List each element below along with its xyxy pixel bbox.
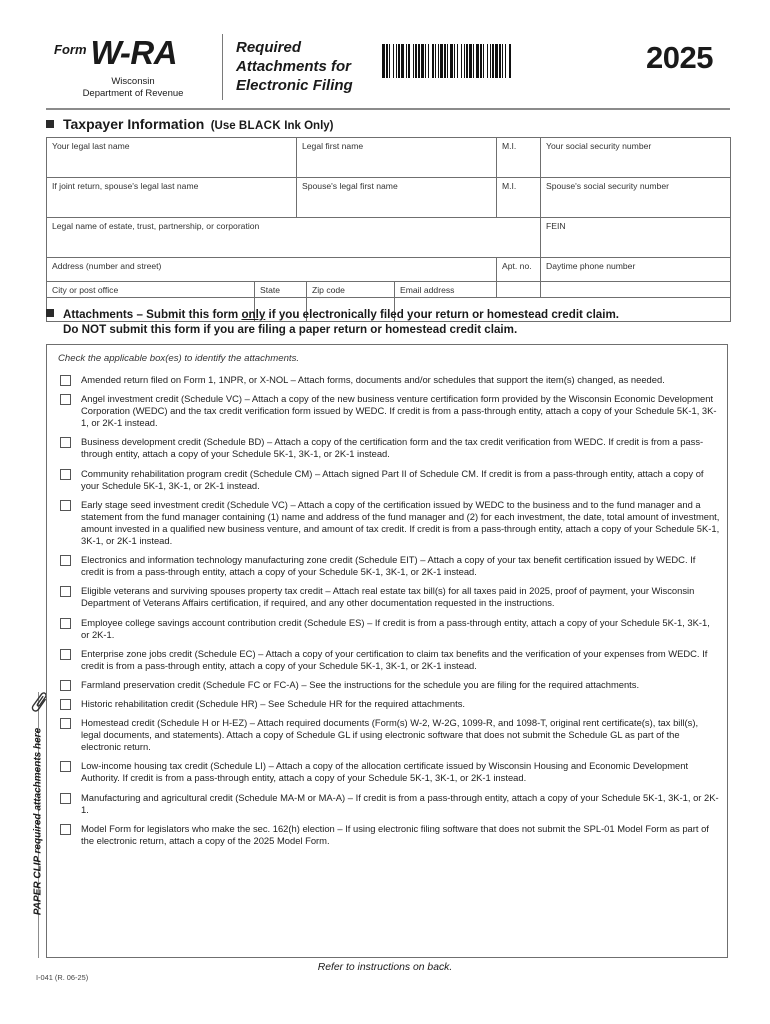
checkbox[interactable] <box>60 680 71 691</box>
field-legal-first-name[interactable]: Legal first name <box>297 138 497 178</box>
agency-line-1: Wisconsin <box>111 76 155 87</box>
tax-year: 2025 <box>646 40 713 75</box>
checklist-item[interactable] <box>60 436 720 460</box>
checklist-item[interactable] <box>60 585 720 609</box>
checklist-item[interactable] <box>60 499 720 547</box>
checkbox[interactable] <box>60 555 71 566</box>
checkbox[interactable] <box>60 375 71 386</box>
form-identity <box>46 34 220 100</box>
form-title-line <box>46 34 220 72</box>
checklist-item-label: Model Form for legislators who make the sec. 162(h) election – If using electronic filing software that does not submit the SPL-01 Model Form as part of the electronic return, attach a copy of the 2025 Model Form. <box>81 822 709 846</box>
header-rule <box>46 108 730 110</box>
header-divider <box>222 34 223 100</box>
form-title-line-3: Electronic Filing <box>236 77 353 94</box>
footer-form-code: I-041 (R. 06-25) <box>36 973 89 982</box>
square-bullet-icon <box>46 120 54 128</box>
checklist-item[interactable] <box>60 554 720 578</box>
checkbox[interactable] <box>60 793 71 804</box>
form-title-line-1: Required <box>236 39 302 56</box>
checklist-item-label: Community rehabilitation program credit (Schedule CM) – Attach signed Part II of Schedule CM. If credit is from a pass-through entity, attach a copy of your Schedule 5K-1, 3K-1, or 2K-1 instead. <box>81 467 704 491</box>
checklist-item-label: Amended return filed on Form 1, 1NPR, or X-NOL – Attach forms, documents and/or schedules that support the item(s) changed, as needed. <box>81 374 665 385</box>
checklist-item-label: Historic rehabilitation credit (Schedule HR) – See Schedule HR for the required attachments. <box>81 697 466 709</box>
checklist-item-label: Early stage seed investment credit (Schedule VC) – Attach a copy of the certification issued by WEDC to the business and to the fund manager and a statement from the fund manager containing (1) name and address of the fund manager and (2) for each investment, the date, total amount of investment, amount invested in a qualified new business venture, and amount of tax credit. If credit is from a pass-through entity, attach a copy of your Schedule 5K-1, 3K-1, or 2K-1 instead. <box>81 498 720 547</box>
checklist-item-label: Business development credit (Schedule BD) – Attach a copy of the certification form and the tax credit verification from WEDC. If credit is from a pass-through entity, attach a copy of your Schedule 5K-1, 3K-1, or 2K-1 instead. <box>81 436 704 460</box>
checklist-item-label: Homestead credit (Schedule H or H-EZ) – Attach required documents (Form(s) W-2, W-2G, 1099-R, and 1098-T, original rent certificate(s), tax bill(s), legal documents, and statements). Attach a copy of Schedule GL if using electronic software that does not submit the Schedule GL as part of the electronic return. <box>81 717 699 753</box>
attachments-heading-a: – Submit this form <box>133 308 242 321</box>
field-legal-last-name[interactable]: Your legal last name <box>47 138 297 178</box>
footer-instruction: Refer to instructions on back. <box>317 962 453 973</box>
taxpayer-heading-text: Taxpayer Information <box>63 116 205 132</box>
field-spouse-first-name[interactable]: Spouse's legal first name <box>297 178 497 218</box>
field-email-address[interactable]: Email address <box>395 282 731 322</box>
checkbox[interactable] <box>60 761 71 772</box>
checklist-item[interactable] <box>60 698 720 710</box>
attachments-heading-b: if you electronically filed your return or homestead credit claim. <box>265 308 620 321</box>
form-title-line-2: Attachments for <box>236 58 352 75</box>
form-word: Form <box>54 42 87 57</box>
checkbox[interactable] <box>60 500 71 511</box>
checklist-item[interactable] <box>60 617 720 641</box>
field-fein[interactable]: FEIN <box>541 218 731 258</box>
checkbox[interactable] <box>60 824 71 835</box>
field-entity-legal-name[interactable]: Legal name of estate, trust, partnership, or corporation <box>47 218 541 258</box>
ink-note-black: BLACK <box>238 120 282 132</box>
ink-note-close: Ink Only) <box>281 120 334 132</box>
attachments-heading-line-2: Do NOT submit this form if you are filing a paper return or homestead credit claim. <box>63 323 518 336</box>
field-spouse-last-name[interactable]: If joint return, spouse's legal last name <box>47 178 297 218</box>
field-state[interactable]: State <box>255 282 307 322</box>
checklist-item-label: Low-income housing tax credit (Schedule LI) – Attach a copy of the allocation certificate issued by Wisconsin Housing and Economic Development Authority. If credit is from a pass-through entity, attach a copy of your Schedule 5K-1, 3K-1, or 2K-1 instead. <box>81 760 689 784</box>
square-bullet-icon <box>46 309 54 317</box>
field-address[interactable]: Address (number and street) <box>47 258 497 298</box>
checkbox[interactable] <box>60 437 71 448</box>
checklist-item[interactable] <box>60 760 720 784</box>
checklist-item-label: Electronics and information technology manufacturing zone credit (Schedule EIT) – Attach a copy of your tax benefit certification issued by WEDC. If credit is from a pass-through entity, attach a copy of your Schedule 5K-1, 3K-1, or 2K-1 instead. <box>81 554 696 578</box>
field-apt-no[interactable]: Apt. no. <box>497 258 541 298</box>
field-middle-initial[interactable]: M.I. <box>497 138 541 178</box>
checkbox[interactable] <box>60 586 71 597</box>
attachments-heading-bold: Attachments <box>63 308 134 321</box>
attachments-heading-only: only <box>241 308 266 321</box>
checklist-item-label: Manufacturing and agricultural credit (Schedule MA-M or MA-A) – If credit is from a pass-through entity, attach a copy of your Schedule 5K-1, 3K-1, or 2K-1. <box>81 791 719 815</box>
table-row <box>47 218 731 258</box>
attachments-checklist <box>60 374 720 854</box>
checklist-item[interactable] <box>60 648 720 672</box>
checklist-item-label: Enterprise zone jobs credit (Schedule EC) – Attach a copy of your certification to claim tax benefits and the verification of your expenses from WEDC. If credit is from a pass-through entity, attach a copy of your Schedule 5K-1, 3K-1, or 2K-1 instead. <box>81 647 708 671</box>
side-note-text: PAPER CLIP required attachments here <box>32 727 44 916</box>
checklist-instruction: Check the applicable box(es) to identify the attachments. <box>58 353 300 364</box>
table-row <box>47 178 731 218</box>
field-daytime-phone[interactable]: Daytime phone number <box>541 258 731 298</box>
checklist-item[interactable] <box>60 393 720 429</box>
checklist-item-label: Farmland preservation credit (Schedule FC or FC-A) – See the instructions for the schedule you are filing for the required attachments. <box>81 678 640 690</box>
side-note <box>26 690 48 952</box>
form-barcode <box>382 44 632 78</box>
field-spouse-middle-initial[interactable]: M.I. <box>497 178 541 218</box>
checkbox[interactable] <box>60 718 71 729</box>
form-header <box>46 34 730 108</box>
checklist-item[interactable] <box>60 468 720 492</box>
taxpayer-section-heading <box>46 116 334 132</box>
checklist-item[interactable] <box>60 792 720 816</box>
checkbox[interactable] <box>60 699 71 710</box>
table-row <box>47 138 731 178</box>
field-zip-code[interactable]: Zip code <box>307 282 395 322</box>
checklist-item[interactable] <box>60 679 720 691</box>
checklist-item[interactable] <box>60 374 720 386</box>
agency-line-2: Department of Revenue <box>82 88 184 99</box>
form-number: W-RA <box>90 34 178 71</box>
checklist-item-label: Eligible veterans and surviving spouses property tax credit – Attach real estate tax bill(s) for all taxes paid in 2025, proof of payment, your Wisconsin Department of Veterans Affairs certification, if required, and any other documentation requested in the instructions. <box>81 585 695 609</box>
checkbox[interactable] <box>60 394 71 405</box>
agency-name <box>46 76 220 100</box>
field-your-ssn[interactable]: Your social security number <box>541 138 731 178</box>
checklist-item-label: Angel investment credit (Schedule VC) – Attach a copy of the new business venture certification form provided by the Wisconsin Economic Development Corporation (WEDC) and the tax credit verification form issued by WEDC. If credit is from a pass-through entity, attach a copy of your Schedule 5K-1, 3K-1, or 2K-1 instead. <box>81 393 717 429</box>
checkbox[interactable] <box>60 469 71 480</box>
ink-note-open: (Use <box>210 120 239 132</box>
checkbox[interactable] <box>60 649 71 660</box>
taxpayer-information-table <box>46 137 731 298</box>
field-city[interactable]: City or post office <box>47 282 255 322</box>
field-spouse-ssn[interactable]: Spouse's social security number <box>541 178 731 218</box>
attachments-section-heading <box>46 307 736 337</box>
checklist-item-label: Employee college savings account contribution credit (Schedule ES) – If credit is from a pass-through entity, attach a copy of your Schedule 5K-1, 3K-1, or 2K-1. <box>81 616 710 640</box>
checklist-item[interactable] <box>60 823 720 847</box>
checklist-item[interactable] <box>60 717 720 753</box>
checkbox[interactable] <box>60 618 71 629</box>
